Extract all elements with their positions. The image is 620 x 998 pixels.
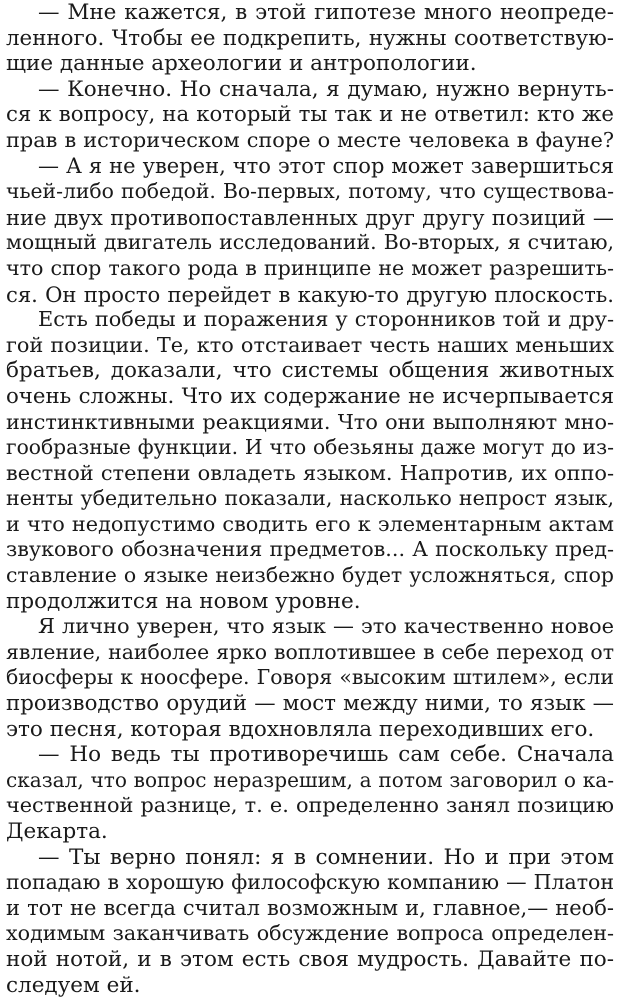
text-line: ной нотой, и в этом есть своя мудрость. Давайте по- [6, 946, 614, 972]
text-line: — А я не уверен, что этот спор может завершиться [38, 153, 614, 178]
text-line: братьев, доказали, что системы общения животных [6, 358, 614, 384]
text-line: Декарта. [6, 819, 108, 844]
paragraph-6 [6, 742, 614, 844]
text-line: — Мне кажется, в этой гипотезе много неопреде- [38, 0, 614, 25]
text-line: Есть победы и поражения у сторонников той и дру- [38, 307, 614, 332]
paragraph-3 [6, 154, 614, 308]
text-line: сказал, что вопрос неразрешим, а потом заговорил о ка- [6, 767, 614, 792]
paragraph-5 [6, 614, 614, 742]
text-line: гой позиции. Те, кто отстаивает честь наших меньших [6, 332, 614, 357]
text-line: продолжится на новом уровне. [6, 588, 361, 614]
text-line: это песня, которая вдохновляла переходивших его. [6, 716, 595, 742]
text-line: ленного. Чтобы ее подкрепить, нужны соответствую- [6, 25, 614, 51]
text-line: ся. Он просто перейдет в какую-то другую плоскость. [6, 281, 614, 307]
text-line: Я лично уверен, что язык — это качественно новое [38, 614, 614, 639]
text-line: гообразные функции. И что обезьяны даже могут до из- [6, 435, 614, 460]
text-line: и тот не всегда считал возможным и, главное,— необ- [6, 895, 614, 920]
text-line: ся к вопросу, на который ты так и не ответил: кто же [6, 102, 614, 128]
text-line: чественной разнице, т. е. определенно занял позицию [6, 793, 614, 818]
text-line: — Конечно. Но сначала, я думаю, нужно вернуть- [38, 76, 614, 102]
text-line: вестной степени овладеть языком. Напротив, их оппо- [6, 460, 614, 485]
text-line: что спор такого рода в принципе не может разрешить- [6, 255, 614, 280]
text-line: и что недопустимо сводить его к элементарным актам [6, 511, 614, 536]
text-line: ние двух противопоставленных друг другу позиций — [6, 204, 614, 230]
text-line: прав в историческом споре о месте человека в фауне? [6, 127, 614, 152]
paragraph-1 [6, 0, 614, 77]
text-line: следуем ей. [6, 972, 141, 998]
book-page [6, 0, 614, 998]
text-line: мощный двигатель исследований. Во-вторых, я считаю, [6, 230, 614, 255]
text-line: щие данные археологии и антропологии. [6, 51, 477, 77]
paragraph-2 [6, 77, 614, 154]
text-line: ставление о языке неизбежно будет усложняться, спор [6, 563, 614, 588]
text-line: биосферы к ноосфере. Говоря «высоким штилем», если [6, 665, 614, 690]
text-line: инстинктивными реакциями. Что они выполняют мно- [6, 409, 614, 434]
text-line: звукового обозначения предметов... А поскольку пред- [6, 537, 614, 562]
text-line: очень сложны. Что их содержание не исчерпывается [6, 383, 614, 409]
text-line: производство орудий — мост между ними, то язык — [6, 691, 614, 717]
paragraph-4 [6, 307, 614, 614]
text-line: чьей-либо победой. Во-первых, потому, что существова- [6, 179, 614, 204]
text-line: ходимым заканчивать обсуждение вопроса определен- [6, 921, 614, 946]
text-line: — Но ведь ты противоречишь сам себе. Сначала [38, 742, 614, 768]
text-line: ненты убедительно показали, насколько непрост язык, [6, 486, 614, 511]
text-line: явление, наиболее ярко воплотившее в себе переход от [6, 639, 614, 664]
text-line: — Ты верно понял: я в сомнении. Но и при этом [38, 844, 614, 870]
paragraph-7 [6, 845, 614, 998]
text-line: попадаю в хорошую философскую компанию — Платон [6, 870, 614, 895]
